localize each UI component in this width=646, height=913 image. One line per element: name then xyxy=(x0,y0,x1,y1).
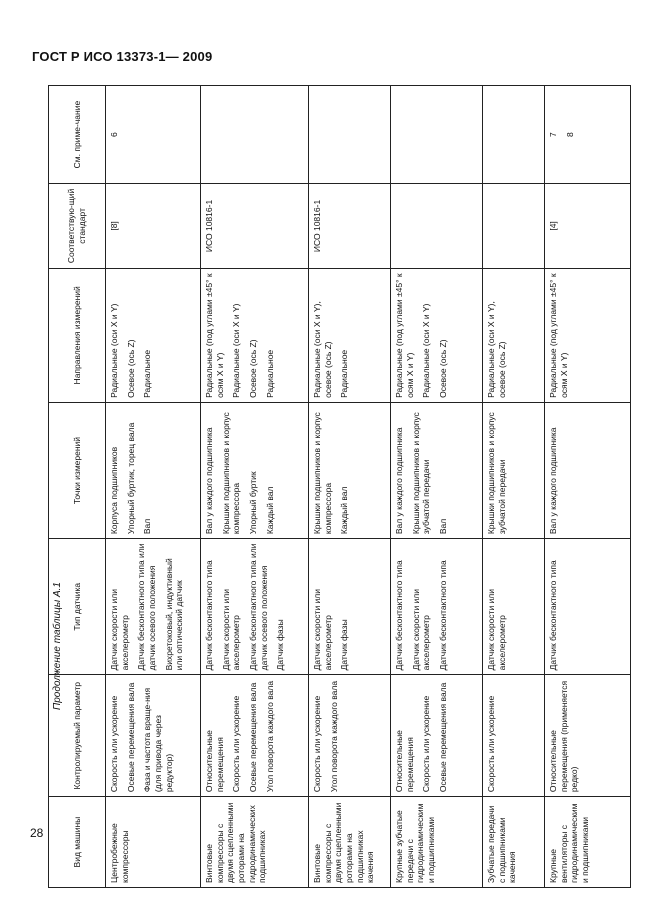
cell-text: Крышки подшипников и корпус зубчатой передачи xyxy=(410,412,432,535)
table-a1-continuation xyxy=(48,85,631,888)
cell-measurement-points xyxy=(106,402,201,538)
cell-text: 6 xyxy=(109,132,119,137)
cell-text: Вал у каждого подшипника xyxy=(204,427,214,535)
cell-note xyxy=(106,86,201,184)
cell-note xyxy=(391,86,483,184)
cell-text: Относительные перемещения (применяется редко) xyxy=(548,680,580,793)
cell-standard xyxy=(201,184,309,269)
cell-text: Радиальные (оси X и Y), осевое (ось Z) xyxy=(312,301,333,398)
cell-text: Радиальные (оси X и Y) xyxy=(421,303,432,398)
cell-text: Крышки подшипников и корпус компрессора xyxy=(312,412,333,535)
cell-text: Каждый вал xyxy=(339,486,350,535)
column-header-machine-type: Вид машины xyxy=(49,797,106,888)
cell-text: Датчик бесконтактного типа xyxy=(204,560,214,671)
cell-measurement-points xyxy=(545,402,631,538)
cell-machine-type xyxy=(391,797,483,888)
cell-text: Осевые перемещения вала xyxy=(247,682,258,793)
column-header-sensor-type: Тип датчика xyxy=(49,539,106,675)
cell-note xyxy=(483,86,545,184)
cell-text: Радиальные (под углами ±45° к осям X и Y) xyxy=(548,273,569,398)
table-caption: Продолжение таблицы А.1 xyxy=(52,582,63,710)
cell-directions xyxy=(106,268,201,402)
cell-text: Угол поворота каждого вала xyxy=(328,680,339,793)
column-header-standard: Соответствую-щий стандарт xyxy=(49,184,106,269)
table-row xyxy=(201,86,309,888)
cell-text: Датчик скорости или акселерометр xyxy=(410,588,432,671)
cell-text: Винтовые компрессоры с двумя сцепленными роторами на гидродинамических подшипниках xyxy=(204,802,268,883)
cell-text: Винтовые компрессоры с двумя сцепленными роторами на подшипниках качения xyxy=(312,802,376,883)
cell-text: Скорость или ускорение xyxy=(312,695,322,793)
cell-text: Вал xyxy=(437,518,448,535)
cell-measurement-points xyxy=(309,402,391,538)
cell-text: Радиальные (оси X и Y) xyxy=(231,303,242,398)
cell-text: Осевое (ось Z) xyxy=(247,339,258,398)
cell-text: Радиальное xyxy=(264,349,275,398)
cell-text: Датчик скорости или акселерометр xyxy=(486,588,507,671)
cell-text: Каждый вал xyxy=(264,486,275,535)
cell-sensor-type xyxy=(106,539,201,675)
cell-standard xyxy=(483,184,545,269)
cell-parameter xyxy=(545,675,631,797)
cell-text: Датчик бесконтактного типа xyxy=(437,560,448,671)
cell-text: Осевое (ось Z) xyxy=(125,339,136,398)
table-row xyxy=(391,86,483,888)
cell-text: Упорный буртик xyxy=(247,471,258,535)
cell-standard xyxy=(391,184,483,269)
column-header-note: См. приме-чание xyxy=(49,86,106,184)
cell-text: Вал у каждого подшипника xyxy=(548,427,558,535)
cell-text: Датчик скорости или акселерометр xyxy=(220,588,242,671)
cell-machine-type xyxy=(545,797,631,888)
cell-directions xyxy=(483,268,545,402)
cell-parameter xyxy=(483,675,545,797)
cell-text: Осевые перемещения вала xyxy=(125,682,136,793)
cell-text: Фаза и частота враще-ния (для привода через редуктор) xyxy=(142,687,174,793)
cell-text: Скорость или ускорение xyxy=(109,695,119,793)
cell-text: Упорный буртик, торец вала xyxy=(125,422,136,535)
cell-text: ИСО 10816-1 xyxy=(204,199,214,253)
cell-text: Вал у каждого подшипника xyxy=(394,427,404,535)
column-header-measurement-points: Точки измерений xyxy=(49,402,106,538)
document-header: ГОСТ Р ИСО 13373-1— 2009 xyxy=(32,49,213,64)
cell-directions xyxy=(309,268,391,402)
cell-text: ИСО 10816-1 xyxy=(312,199,322,253)
cell-note xyxy=(201,86,309,184)
cell-text: Осевое (ось Z) xyxy=(437,339,448,398)
cell-text: Относительные перемещения xyxy=(394,730,415,793)
table-row xyxy=(309,86,391,888)
cell-text: Относительные перемещения xyxy=(204,730,225,793)
cell-standard xyxy=(545,184,631,269)
cell-text: Радиальное xyxy=(339,349,350,398)
cell-text: Датчик бесконтактного типа xyxy=(548,560,558,671)
cell-text: [8] xyxy=(109,221,119,231)
table-body xyxy=(106,86,631,888)
cell-standard xyxy=(106,184,201,269)
cell-sensor-type xyxy=(545,539,631,675)
cell-machine-type xyxy=(201,797,309,888)
cell-text: Крышки подшипников и корпус зубчатой передачи xyxy=(486,412,507,535)
cell-text: Центробежные компрессоры xyxy=(109,823,130,883)
cell-text: Вихретоковый, индуктивный или оптический датчик xyxy=(163,558,185,671)
cell-sensor-type xyxy=(309,539,391,675)
cell-text: Датчик фазы xyxy=(275,619,286,671)
cell-text: Датчик скорости или акселерометр xyxy=(312,588,333,671)
cell-text: 7 xyxy=(548,132,558,137)
cell-text: Датчик бесконтактного типа или датчик осевого положения xyxy=(247,543,269,671)
cell-sensor-type xyxy=(201,539,309,675)
cell-text: Радиальные (под углами ±45° к осям X и Y) xyxy=(394,273,415,398)
cell-text: Вал xyxy=(142,518,153,535)
cell-text: Крупные зубчатые передачи с гидродинамическими подшипниками xyxy=(394,803,436,883)
table-row xyxy=(106,86,201,888)
cell-text: [4] xyxy=(548,221,558,231)
cell-note xyxy=(545,86,631,184)
column-header-directions: Направления измерений xyxy=(49,268,106,402)
page-number: 28 xyxy=(30,826,44,840)
cell-text: Радиальные (оси X и Y), осевое (ось Z) xyxy=(486,301,507,398)
cell-text: Скорость или ускорение xyxy=(486,695,496,793)
cell-text: Крышки подшипников и корпус компрессора xyxy=(220,412,242,535)
cell-text: Осевые перемещения вала xyxy=(437,682,448,793)
cell-measurement-points xyxy=(483,402,545,538)
cell-text: Радиальное xyxy=(142,349,153,398)
cell-directions xyxy=(201,268,309,402)
cell-measurement-points xyxy=(201,402,309,538)
cell-text: Датчик фазы xyxy=(339,619,350,671)
cell-text: Датчик бесконтактного типа или датчик осевого положения xyxy=(136,543,157,671)
cell-machine-type xyxy=(483,797,545,888)
cell-text: Зубчатые передачи с подшипниками качения xyxy=(486,805,518,883)
table-header-row xyxy=(49,86,106,888)
column-header-parameter: Контролируемый параметр xyxy=(49,675,106,797)
cell-text: Радиальные (оси X и Y) xyxy=(109,303,119,398)
cell-text: Датчик скорости или акселерометр xyxy=(109,588,130,671)
cell-sensor-type xyxy=(483,539,545,675)
cell-standard xyxy=(309,184,391,269)
cell-sensor-type xyxy=(391,539,483,675)
cell-machine-type xyxy=(309,797,391,888)
cell-parameter xyxy=(391,675,483,797)
cell-directions xyxy=(391,268,483,402)
cell-text: Скорость или ускорение xyxy=(421,695,432,793)
cell-text: Корпуса подшипников xyxy=(109,446,119,535)
cell-note xyxy=(309,86,391,184)
cell-text: Крупные вентиляторы с гидродинамическими подшипниками xyxy=(548,803,590,883)
table-row xyxy=(545,86,631,888)
cell-text: Радиальные (под углами ±45° к осям X и Y) xyxy=(204,273,225,398)
cell-text: 8 xyxy=(564,132,575,137)
cell-parameter xyxy=(309,675,391,797)
cell-directions xyxy=(545,268,631,402)
cell-text: Датчик бесконтактного типа xyxy=(394,560,404,671)
cell-parameter xyxy=(106,675,201,797)
table-row xyxy=(483,86,545,888)
cell-measurement-points xyxy=(391,402,483,538)
cell-text: Угол поворота каждого вала xyxy=(264,680,275,793)
cell-machine-type xyxy=(106,797,201,888)
cell-parameter xyxy=(201,675,309,797)
rotated-table-container xyxy=(48,85,623,888)
cell-text: Скорость или ускорение xyxy=(231,695,242,793)
